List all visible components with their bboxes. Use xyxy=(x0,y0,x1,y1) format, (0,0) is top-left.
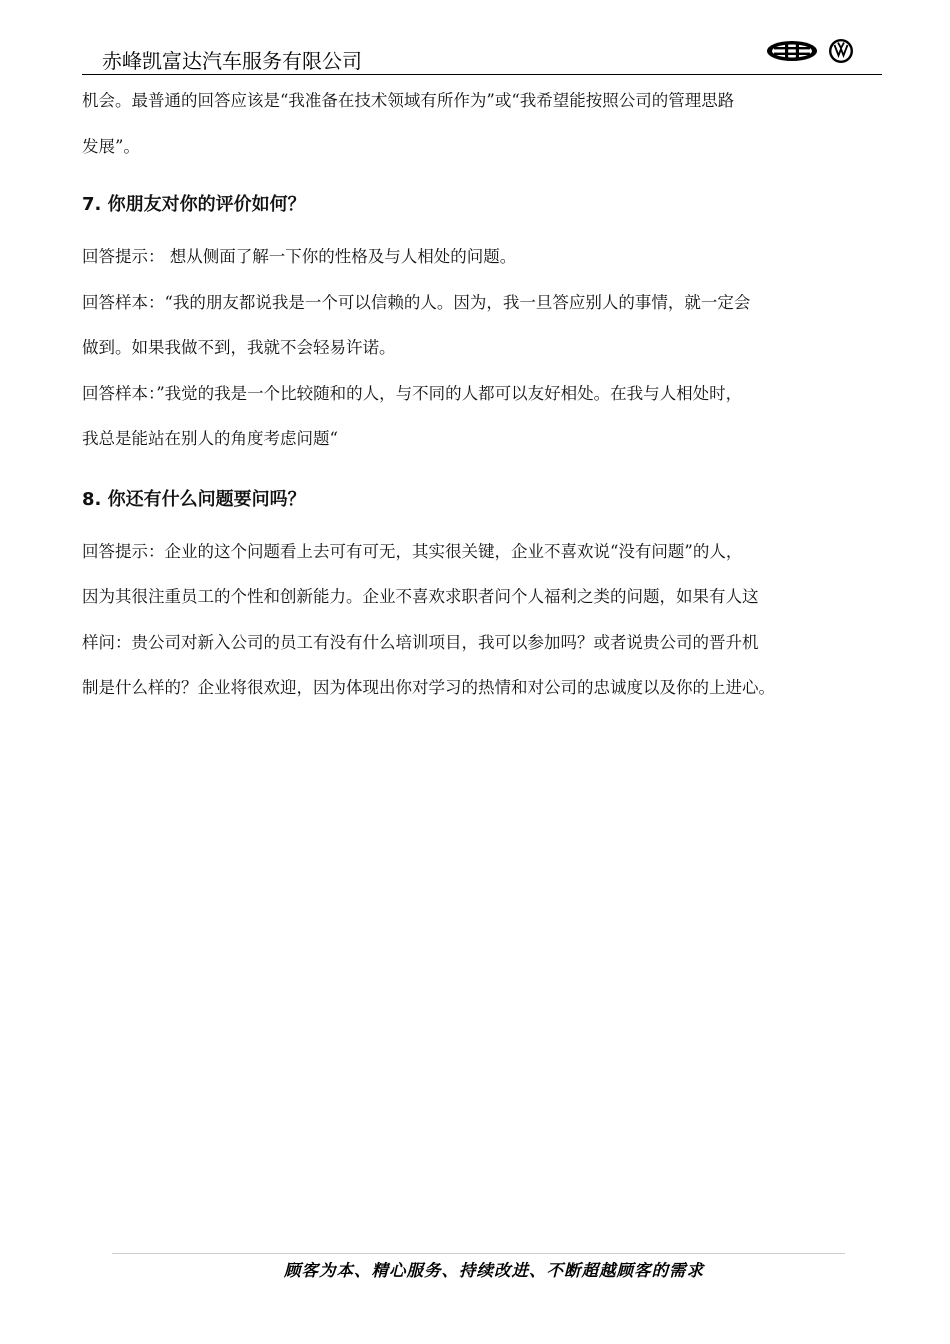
faw-logo-icon xyxy=(766,40,818,62)
body-line: 我总是能站在别人的角度考虑问题“ xyxy=(82,429,338,448)
body-line: 样问：贵公司对新入公司的员工有没有什么培训项目，我可以参加吗？或者说贵公司的晋升机 xyxy=(82,632,759,652)
brand-logos xyxy=(766,38,854,64)
body-line: 回答提示：企业的这个问题看上去可有可无，其实很关键，企业不喜欢说“没有问题”的人， xyxy=(82,541,743,561)
body-line: 发展”。 xyxy=(82,136,140,156)
volkswagen-logo-icon xyxy=(828,38,854,64)
question-8-title: 8. 你还有什么问题要问吗？ xyxy=(82,488,306,510)
body-line: 制是什么样的？企业将很欢迎，因为体现出你对学习的热情和对公司的忠诚度以及你的上进心。 xyxy=(82,678,775,697)
question-7-title: 7. 你朋友对你的评价如何？ xyxy=(82,194,306,215)
body-line: 回答样本：“我的朋友都说我是一个可以信赖的人。因为，我一旦答应别人的事情，就一定会 xyxy=(82,292,751,312)
footer-slogan: 顾客为本、精心服务、持续改进、不断超越顾客的需求 xyxy=(284,1261,704,1280)
footer-divider xyxy=(112,1253,845,1254)
page-header xyxy=(82,38,882,75)
body-line: 因为其很注重员工的个性和创新能力。企业不喜欢求职者问个人福利之类的问题，如果有人这 xyxy=(82,587,759,606)
body-line: 机会。最普通的回答应该是“我准备在技术领域有所作为”或“我希望能按照公司的管理思路 xyxy=(82,91,735,110)
body-line: 回答提示： 想从侧面了解一下你的性格及与人相处的问题。 xyxy=(82,247,517,266)
body-line: 做到。如果我做不到，我就不会轻易许诺。 xyxy=(82,338,396,357)
company-name: 赤峰凯富达汽车服务有限公司 xyxy=(102,49,362,73)
body-line: 回答样本：”我觉的我是一个比较随和的人，与不同的人都可以友好相处。在我与人相处时， xyxy=(82,383,743,403)
document-body xyxy=(82,78,882,711)
